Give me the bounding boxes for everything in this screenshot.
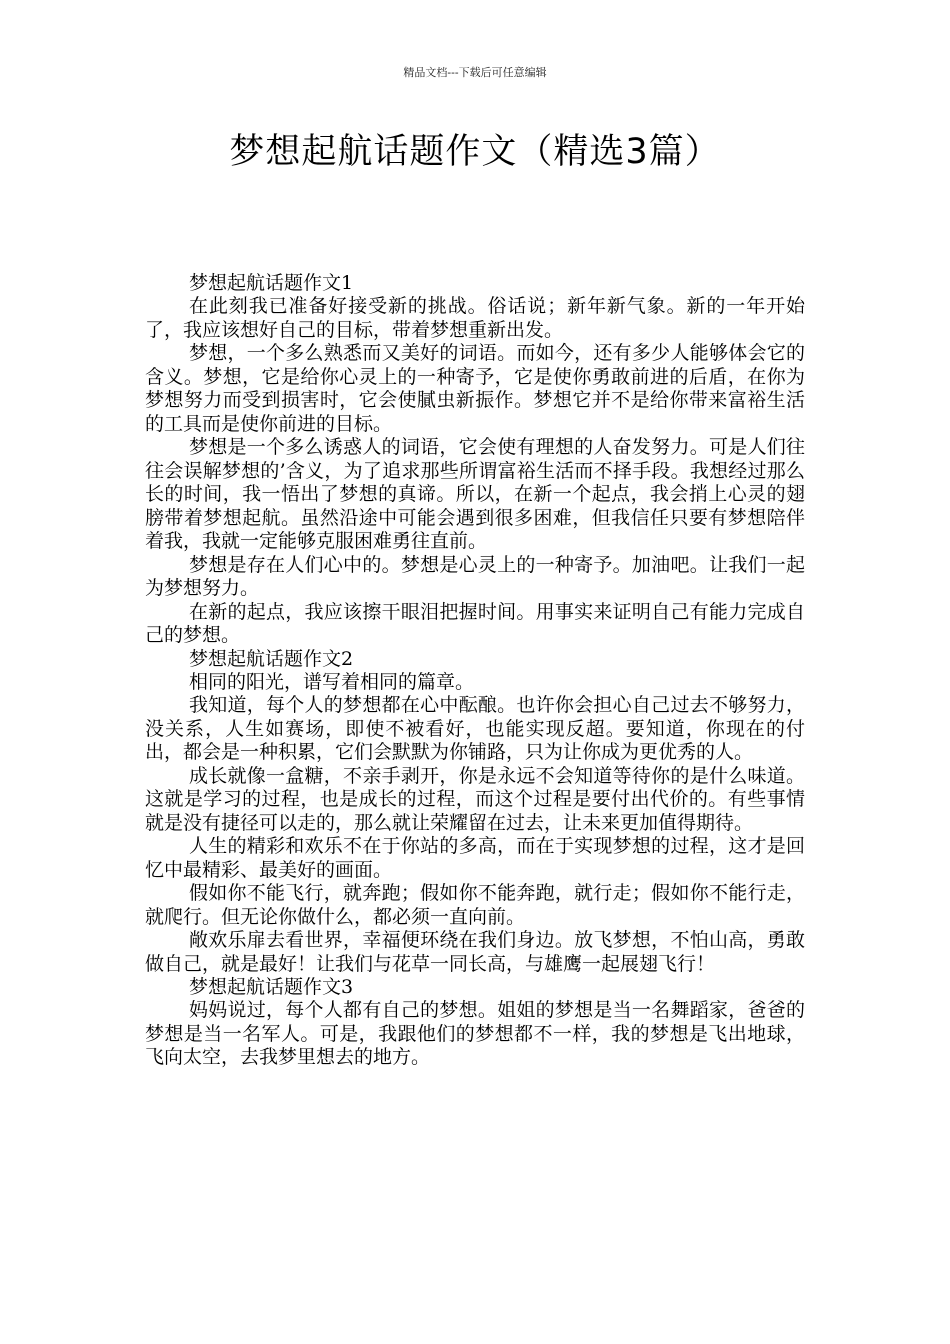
essay-section-1 bbox=[145, 272, 805, 648]
essay-section-2 bbox=[145, 648, 805, 977]
paragraph: 在新的起点，我应该擦干眼泪把握时间。用事实来证明自己有能力完成自己的梦想。 bbox=[145, 600, 805, 646]
paragraph: 梦想是存在人们心中的。梦想是心灵上的一种寄予。加油吧。让我们一起为梦想努力。 bbox=[145, 553, 805, 599]
document-body bbox=[145, 272, 805, 1070]
paragraph: 梦想是一个多么诱惑人的词语，它会使有理想的人奋发努力。可是人们往往会误解梦想的’含义，为了追求那些所谓富裕生活而不择手段。我想经过那么长的时间，我一悟出了梦想的真谛。所以，在新一个起点，我会捎上心灵的翅膀带着梦想起航。虽然沿途中可能会遇到很多困难，但我信任只要有梦想陪伴着我，我就一定能够克服困难勇往直前。 bbox=[145, 436, 805, 552]
page-header: 精品文档---下载后可任意编辑 bbox=[403, 66, 547, 79]
paragraph: 假如你不能飞行，就奔跑；假如你不能奔跑，就行走；假如你不能行走，就爬行。但无论你做什么，都必须一直向前。 bbox=[145, 882, 805, 928]
essay-section-3 bbox=[145, 976, 805, 1070]
paragraph: 人生的精彩和欢乐不在于你站的多高，而在于实现梦想的过程，这才是回忆中最精彩、最美好的画面。 bbox=[145, 835, 805, 881]
section-heading: 梦想起航话题作文2 bbox=[189, 647, 354, 670]
paragraph: 在此刻我已准备好接受新的挑战。俗话说；新年新气象。新的一年开始了，我应该想好自己的目标，带着梦想重新出发。 bbox=[145, 295, 805, 341]
section-heading: 梦想起航话题作文1 bbox=[189, 272, 354, 294]
paragraph: 梦想，一个多么熟悉而又美好的词语。而如今，还有多少人能够体会它的含义。梦想，它是给你心灵上的一种寄予，它是使你勇敢前进的后盾，在你为梦想努力而受到损害时，它会使膩虫新振作。梦想它并不是给你带来富裕生活的工具而是使你前进的目标。 bbox=[145, 342, 805, 435]
paragraph: 妈妈说过，每个人都有自己的梦想。姐姐的梦想是当一名舞蹈家，爸爸的梦想是当一名军人。可是，我跟他们的梦想都不一样，我的梦想是飞出地球，飞向太空，去我梦里想去的地方。 bbox=[145, 999, 805, 1068]
paragraph: 成长就像一盒糖，不亲手剥开，你是永远不会知道等待你的是什么味道。这就是学习的过程，也是成长的过程，而这个过程是要付出代价的。有些事情就是没有捷径可以走的，那么就让荣耀留在过去，让未来更加值得期待。 bbox=[145, 764, 805, 834]
paragraph: 相同的阳光，谱写着相同的篇章。 bbox=[189, 670, 475, 693]
section-heading: 梦想起航话题作文3 bbox=[189, 976, 354, 998]
paragraph: 敞欢乐扉去看世界，幸福便环绕在我们身边。放飞梦想，不怕山高，勇敢做自己，就是最好！让我们与花草一同长高，与雄鹰一起展翅飞行！ bbox=[145, 929, 805, 975]
paragraph: 我知道，每个人的梦想都在心中酝酿。也许你会担心自己过去不够努力，没关系，人生如赛场，即使不被看好，也能实现反超。要知道，你现在的付出，都会是一种积累，它们会默默为你铺路，只为让你成为更优秀的人。 bbox=[145, 694, 805, 763]
document-title: 梦想起航话题作文（精选3篇） bbox=[229, 132, 721, 172]
